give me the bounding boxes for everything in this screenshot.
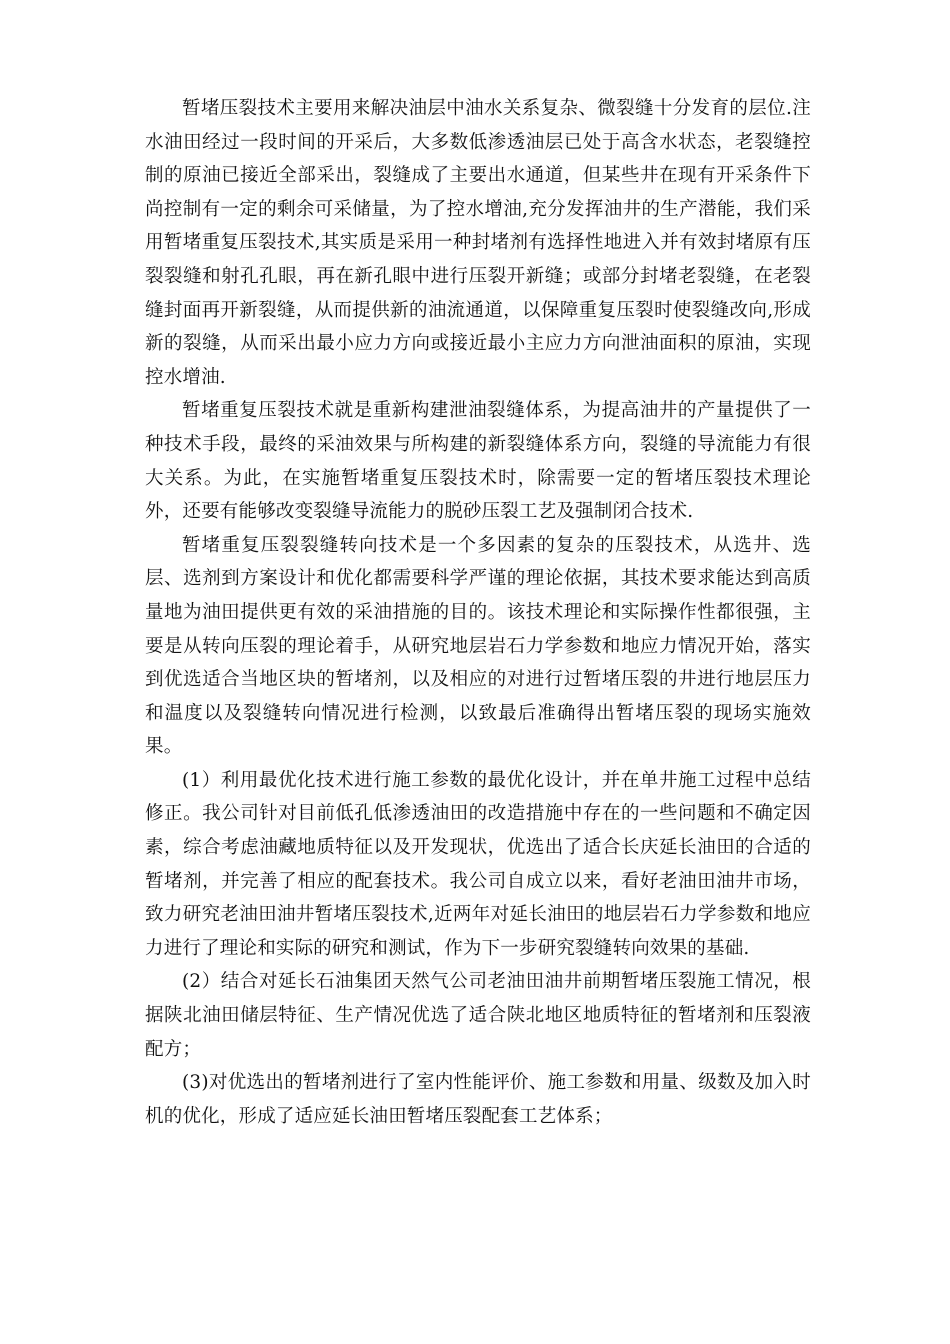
- paragraph-fracture-system-rebuild: 暂堵重复压裂技术就是重新构建泄油裂缝体系，为提高油井的产量提供了一种技术手段，最终的采油效果与所构建的新裂缝体系方向，裂缝的导流能力有很大关系。为此，在实施暂堵重复压裂技术时，除需要一定的暂堵压裂技术理论外，还要有能够改变裂缝导流能力的脱砂压裂工艺及强制闭合技术.: [145, 400, 811, 523]
- paragraph-item-2: (2）结合对延长石油集团天然气公司老油田油井前期暂堵压裂施工情况，根据陕北油田储层特征、生产情况优选了适合陕北地区地质特征的暂堵剂和压裂液配方；: [145, 971, 811, 1060]
- paragraph-diversion-technology: 暂堵重复压裂裂缝转向技术是一个多因素的复杂的压裂技术，从选井、选层、选剂到方案设计和优化都需要科学严谨的理论依据，其技术要求能达到高质量地为油田提供更有效的采油措施的目的。该技术理论和实际操作性都很强，主要是从转向压裂的理论着手，从研究地层岩石力学参数和地应力情况开始，落实到优选适合当地区块的暂堵剂，以及相应的对进行过暂堵压裂的井进行地层压力和温度以及裂缝转向情况进行检测，以致最后准确得出暂堵压裂的现场实施效果。: [145, 534, 811, 758]
- paragraph-item-3: (3)对优选出的暂堵剂进行了室内性能评价、施工参数和用量、级数及加入时机的优化，形成了适应延长油田暂堵压裂配套工艺体系；: [145, 1072, 811, 1127]
- document-body: [145, 92, 811, 1133]
- paragraph-item-1: (1）利用最优化技术进行施工参数的最优化设计，并在单井施工过程中总结修正。我公司针对目前低孔低渗透油田的改造措施中存在的一些问题和不确定因素，综合考虑油藏地质特征以及开发现状，优选出了适合长庆延长油田的合适的暂堵剂，并完善了相应的配套技术。我公司自成立以来，看好老油田油井市场，致力研究老油田油井暂堵压裂技术,近两年对延长油田的地层岩石力学参数和地应力进行了理论和实际的研究和测试，作为下一步研究裂缝转向效果的基础.: [145, 769, 811, 959]
- paragraph-temporary-plugging-overview: 暂堵压裂技术主要用来解决油层中油水关系复杂、微裂缝十分发育的层位.注水油田经过一段时间的开采后，大多数低渗透油层已处于高含水状态，老裂缝控制的原油已接近全部采出，裂缝成了主要出水通道，但某些井在现有开采条件下尚控制有一定的剩余可采储量，为了控水增油,充分发挥油井的生产潜能，我们采用暂堵重复压裂技术,其实质是采用一种封堵剂有选择性地进入并有效封堵原有压裂裂缝和射孔孔眼，再在新孔眼中进行压裂开新缝；或部分封堵老裂缝，在老裂缝封面再开新裂缝，从而提供新的油流通道，以保障重复压裂时使裂缝改向,形成新的裂缝，从而采出最小应力方向或接近最小主应力方向泄油面积的原油，实现控水增油.: [145, 98, 811, 388]
